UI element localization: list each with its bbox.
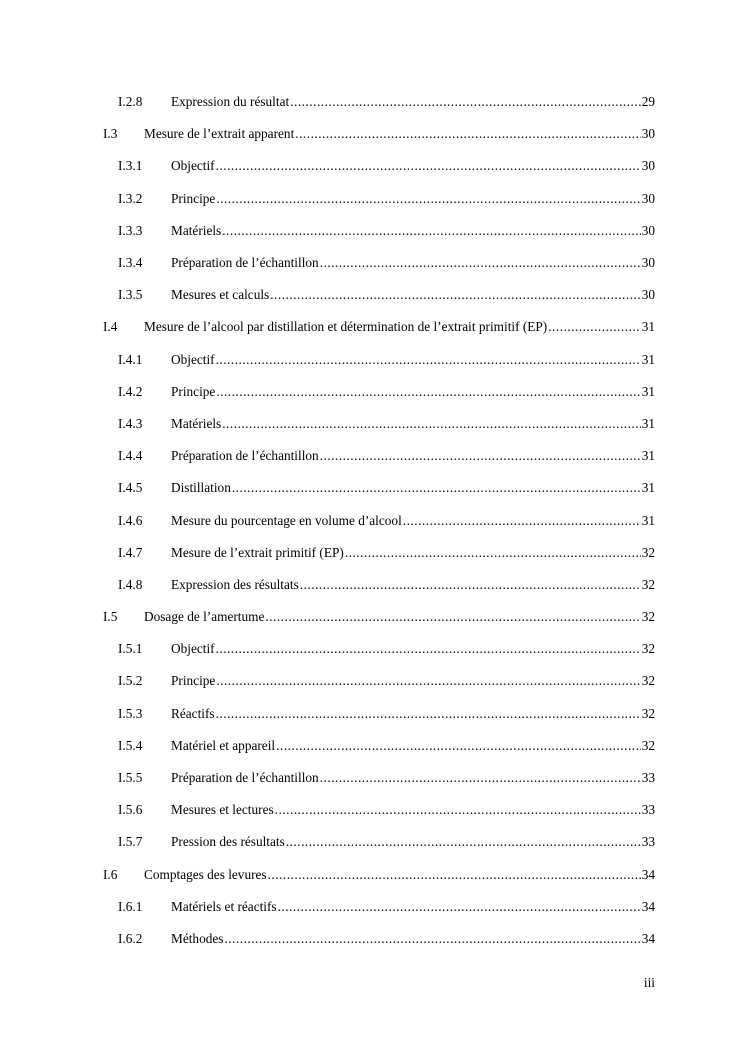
- toc-entry-number: I.3.5: [118, 287, 143, 303]
- dot-leader: [216, 191, 640, 207]
- toc-entry-line: [171, 802, 655, 818]
- toc-entry-number: I.6.1: [118, 898, 143, 914]
- toc-entry[interactable]: [0, 311, 745, 343]
- toc-entry-page: 32: [641, 705, 655, 721]
- toc-entry-line: [144, 609, 655, 625]
- toc-entry[interactable]: [0, 86, 745, 118]
- toc-entry-number: I.4: [103, 319, 118, 335]
- toc-entry-number: I.5.3: [118, 705, 143, 721]
- toc-entry-line: [171, 834, 655, 850]
- toc-entry-number: I.3.2: [118, 190, 143, 206]
- toc-entry-line: [144, 867, 655, 883]
- toc-entry[interactable]: [0, 408, 745, 440]
- toc-entry-line: [171, 416, 655, 432]
- toc-entry-number: I.5.6: [118, 802, 143, 818]
- toc-entry-number: I.3.4: [118, 255, 143, 271]
- toc-entry-title: Mesure de l’alcool par distillation et détermination de l’extrait primitif (EP): [144, 319, 548, 335]
- toc-entry-page: 34: [641, 930, 655, 946]
- toc-entry-page: 33: [641, 834, 655, 850]
- toc-entry-title: Objectif: [171, 158, 215, 174]
- table-of-contents: [0, 86, 745, 955]
- dot-leader: [275, 802, 641, 818]
- toc-entry-number: I.3.1: [118, 158, 143, 174]
- toc-entry-line: [144, 126, 655, 142]
- toc-entry-line: [171, 513, 655, 529]
- toc-entry[interactable]: [0, 923, 745, 955]
- toc-entry-number: I.3.3: [118, 222, 143, 238]
- toc-entry-page: 32: [641, 737, 655, 753]
- toc-entry-title: Distillation: [171, 480, 231, 496]
- toc-entry[interactable]: [0, 344, 745, 376]
- toc-entry-page: 34: [641, 866, 655, 882]
- toc-entry-title: Mesures et calculs: [171, 287, 270, 303]
- toc-entry-title: Matériel et appareil: [171, 737, 276, 753]
- toc-entry[interactable]: [0, 440, 745, 472]
- toc-entry-page: 30: [641, 255, 655, 271]
- toc-entry[interactable]: [0, 118, 745, 150]
- toc-entry-number: I.4.4: [118, 448, 143, 464]
- dot-leader: [270, 287, 640, 303]
- toc-entry-number: I.4.7: [118, 544, 143, 560]
- dot-leader: [345, 545, 641, 561]
- toc-entry[interactable]: [0, 215, 745, 247]
- toc-entry-number: I.4.3: [118, 415, 143, 431]
- toc-entry-number: I.3: [103, 126, 118, 142]
- toc-entry-title: Dosage de l’amertume: [144, 609, 265, 625]
- toc-entry-line: [171, 706, 655, 722]
- dot-leader: [216, 706, 641, 722]
- toc-entry-page: 31: [641, 319, 655, 335]
- toc-entry-title: Pression des résultats: [171, 834, 285, 850]
- toc-entry[interactable]: [0, 698, 745, 730]
- toc-entry-page: 30: [641, 158, 655, 174]
- toc-entry-line: [144, 319, 655, 335]
- dot-leader: [300, 577, 641, 593]
- toc-entry-number: I.4.2: [118, 383, 143, 399]
- toc-entry-title: Mesure de l’extrait primitif (EP): [171, 544, 344, 560]
- dot-leader: [216, 384, 640, 400]
- toc-entry-title: Expression du résultat: [171, 94, 290, 110]
- toc-entry-line: [171, 384, 655, 400]
- toc-entry-line: [171, 94, 655, 110]
- dot-leader: [265, 609, 640, 625]
- dot-leader: [222, 223, 640, 239]
- toc-entry-line: [171, 899, 655, 915]
- toc-entry-title: Préparation de l’échantillon: [171, 255, 319, 271]
- toc-entry-line: [171, 738, 655, 754]
- toc-entry-number: I.4.6: [118, 512, 143, 528]
- toc-entry-title: Matériels: [171, 415, 222, 431]
- toc-entry[interactable]: [0, 150, 745, 182]
- dot-leader: [216, 158, 641, 174]
- toc-entry[interactable]: [0, 859, 745, 891]
- dot-leader: [286, 834, 641, 850]
- toc-entry[interactable]: [0, 730, 745, 762]
- dot-leader: [295, 126, 640, 142]
- toc-entry-line: [171, 673, 655, 689]
- toc-entry[interactable]: [0, 537, 745, 569]
- toc-entry[interactable]: [0, 891, 745, 923]
- dot-leader: [320, 770, 641, 786]
- dot-leader: [320, 448, 641, 464]
- toc-entry-line: [171, 158, 655, 174]
- toc-entry-page: 33: [641, 802, 655, 818]
- toc-entry-number: I.6: [103, 866, 118, 882]
- toc-entry-number: I.6.2: [118, 930, 143, 946]
- dot-leader: [320, 255, 641, 271]
- toc-entry[interactable]: [0, 183, 745, 215]
- toc-entry-page: 30: [641, 222, 655, 238]
- toc-entry-number: I.4.8: [118, 576, 143, 592]
- toc-entry[interactable]: [0, 762, 745, 794]
- toc-entry-page: 34: [641, 898, 655, 914]
- dot-leader: [224, 931, 640, 947]
- toc-entry-title: Mesure du pourcentage en volume d’alcool: [171, 512, 402, 528]
- toc-entry-number: I.2.8: [118, 94, 143, 110]
- dot-leader: [403, 513, 641, 529]
- toc-entry-page: 32: [641, 641, 655, 657]
- toc-entry-title: Matériels: [171, 222, 222, 238]
- toc-entry-page: 31: [641, 512, 655, 528]
- toc-entry-page: 31: [641, 448, 655, 464]
- toc-entry-line: [171, 448, 655, 464]
- toc-entry[interactable]: [0, 601, 745, 633]
- toc-entry-page: 33: [641, 770, 655, 786]
- dot-leader: [222, 416, 640, 432]
- dot-leader: [232, 480, 641, 496]
- toc-entry-number: I.5.5: [118, 770, 143, 786]
- toc-entry-page: 30: [641, 126, 655, 142]
- toc-entry-page: 32: [641, 609, 655, 625]
- page-number: iii: [643, 975, 655, 990]
- dot-leader: [216, 673, 640, 689]
- toc-entry-title: Réactifs: [171, 705, 215, 721]
- toc-entry[interactable]: [0, 633, 745, 665]
- toc-entry-line: [171, 223, 655, 239]
- toc-entry[interactable]: [0, 247, 745, 279]
- toc-entry-page: 32: [641, 544, 655, 560]
- toc-entry-number: I.4.1: [118, 351, 143, 367]
- toc-entry-page: 31: [641, 383, 655, 399]
- toc-entry-line: [171, 577, 655, 593]
- toc-entry[interactable]: [0, 504, 745, 536]
- toc-entry-title: Mesure de l’extrait apparent: [144, 126, 295, 142]
- toc-entry-line: [171, 545, 655, 561]
- toc-entry-number: I.5.1: [118, 641, 143, 657]
- dot-leader: [290, 94, 641, 110]
- toc-entry[interactable]: [0, 376, 745, 408]
- toc-entry-title: Principe: [171, 383, 216, 399]
- toc-entry-page: 32: [641, 673, 655, 689]
- toc-entry-title: Préparation de l’échantillon: [171, 448, 319, 464]
- toc-entry[interactable]: [0, 569, 745, 601]
- toc-entry-number: I.4.5: [118, 480, 143, 496]
- toc-entry-line: [171, 641, 655, 657]
- toc-entry[interactable]: [0, 665, 745, 697]
- toc-entry-line: [171, 931, 655, 947]
- toc-entry-page: 30: [641, 190, 655, 206]
- toc-entry-title: Objectif: [171, 641, 215, 657]
- dot-leader: [268, 867, 641, 883]
- toc-entry-line: [171, 352, 655, 368]
- toc-entry-number: I.5.4: [118, 737, 143, 753]
- toc-entry-line: [171, 287, 655, 303]
- toc-entry-title: Préparation de l’échantillon: [171, 770, 319, 786]
- dot-leader: [278, 899, 641, 915]
- toc-entry-page: 29: [641, 94, 655, 110]
- toc-entry-page: 32: [641, 576, 655, 592]
- toc-entry[interactable]: [0, 826, 745, 858]
- toc-entry[interactable]: [0, 279, 745, 311]
- toc-entry-number: I.5.7: [118, 834, 143, 850]
- toc-entry-line: [171, 191, 655, 207]
- toc-entry-page: 30: [641, 287, 655, 303]
- toc-entry-number: I.5: [103, 609, 118, 625]
- toc-entry-page: 31: [641, 351, 655, 367]
- toc-entry-title: Comptages des levures: [144, 866, 267, 882]
- toc-entry-title: Principe: [171, 190, 216, 206]
- toc-entry-page: 31: [641, 415, 655, 431]
- toc-entry[interactable]: [0, 794, 745, 826]
- toc-entry-title: Méthodes: [171, 930, 224, 946]
- toc-entry-number: I.5.2: [118, 673, 143, 689]
- toc-entry-line: [171, 770, 655, 786]
- toc-entry-line: [171, 255, 655, 271]
- toc-entry-page: 31: [641, 480, 655, 496]
- dot-leader: [276, 738, 641, 754]
- dot-leader: [216, 352, 641, 368]
- toc-entry-title: Expression des résultats: [171, 576, 299, 592]
- toc-entry-title: Mesures et lectures: [171, 802, 274, 818]
- toc-entry[interactable]: [0, 472, 745, 504]
- toc-entry-title: Objectif: [171, 351, 215, 367]
- toc-entry-title: Matériels et réactifs: [171, 898, 277, 914]
- dot-leader: [548, 319, 640, 335]
- toc-entry-title: Principe: [171, 673, 216, 689]
- dot-leader: [216, 641, 641, 657]
- toc-entry-line: [171, 480, 655, 496]
